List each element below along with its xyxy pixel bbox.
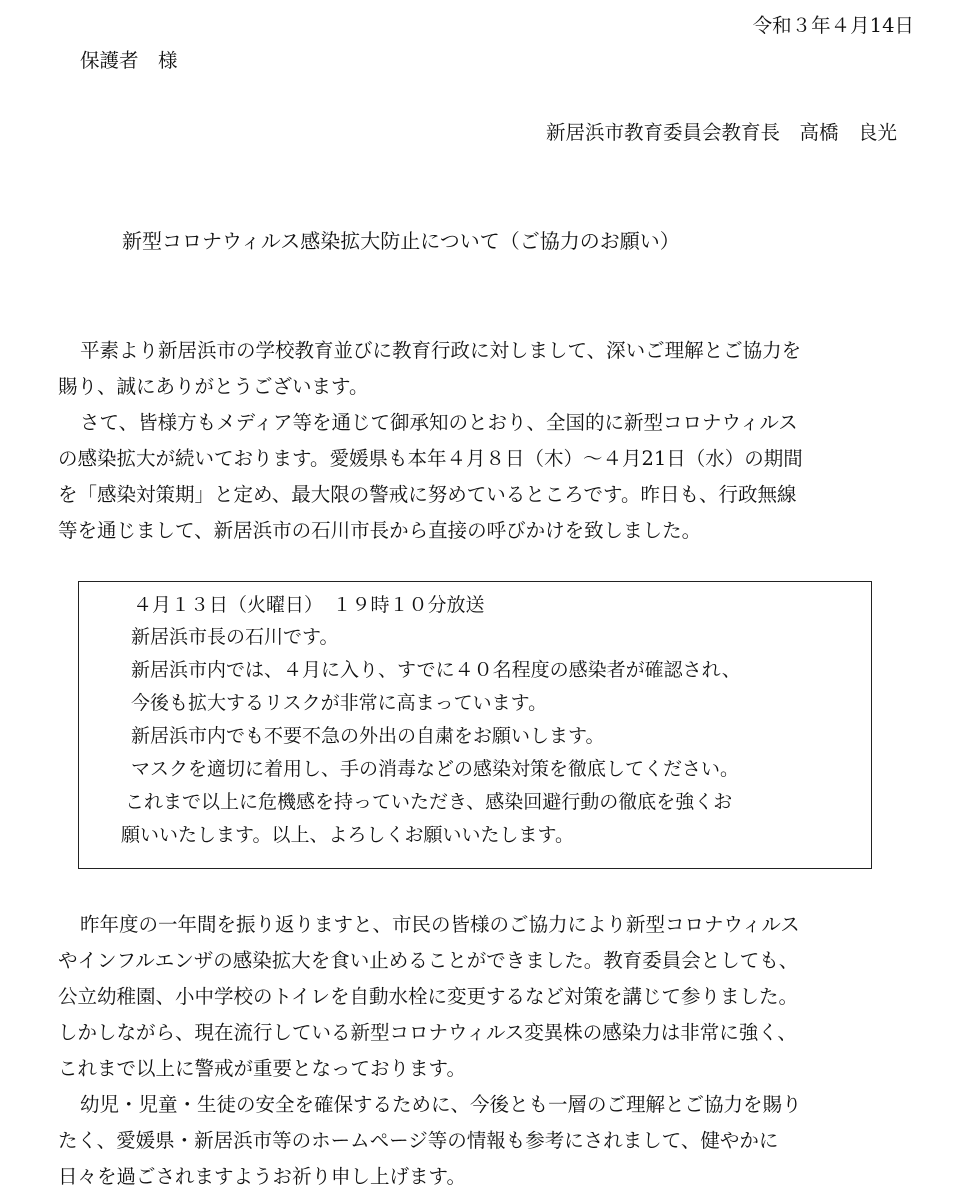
closing-line: 公立幼稚園、小中学校のトイレを自動水栓に変更するなど対策を講じて参りました。 — [58, 985, 799, 1008]
closing-line: やインフルエンザの感染拡大を食い止めることができました。教育委員会としても、 — [58, 949, 799, 972]
broadcast-line: 願いいたします。以上、よろしくお願いいたします。 — [121, 824, 574, 846]
document-title: 新型コロナウィルス感染拡大防止について（ご協力のお願い） — [122, 229, 680, 253]
broadcast-line: ４月１３日（火曜日） １９時１０分放送 — [133, 594, 485, 616]
broadcast-line: マスクを適切に着用し、手の消毒などの感染対策を徹底してください。 — [131, 758, 740, 780]
intro-line: 等を通じまして、新居浜市の石川市長から直接の呼びかけを致しました。 — [58, 519, 702, 542]
closing-line: たく、愛媛県・新居浜市等のホームページ等の情報も参考にされまして、健やかに — [58, 1129, 779, 1152]
broadcast-line: 新居浜市内では、４月に入り、すでに４０名程度の感染者が確認され、 — [131, 659, 741, 681]
broadcast-line: 新居浜市長の石川です。 — [131, 626, 339, 648]
closing-line: しかしながら、現在流行している新型コロナウィルス変異株の感染力は非常に強く、 — [58, 1021, 797, 1044]
intro-line: 平素より新居浜市の学校教育並びに教育行政に対しまして、深いご理解とご協力を — [80, 339, 802, 362]
recipient-line: 保護者 様 — [80, 49, 178, 72]
sender-line: 新居浜市教育委員会教育長 高橋 良光 — [545, 121, 897, 144]
broadcast-notice-box — [78, 581, 872, 869]
closing-line: 日々を過ごされますようお祈り申し上げます。 — [58, 1165, 466, 1188]
intro-line: の感染拡大が続いております。愛媛県も本年４月８日（木）～４月21日（水）の期間 — [58, 447, 803, 470]
intro-line: を「感染対策期」と定め、最大限の警戒に努めているところです。昨日も、行政無線 — [58, 483, 797, 506]
broadcast-line: 今後も拡大するリスクが非常に高まっています。 — [131, 692, 548, 714]
closing-line: 昨年度の一年間を振り返りますと、市民の皆様のご協力により新型コロナウィルス — [80, 913, 800, 936]
broadcast-line: これまで以上に危機感を持っていただき、感染回避行動の徹底を強くお — [125, 791, 733, 813]
document-date: 令和３年４月14日 — [752, 14, 914, 37]
closing-line: これまで以上に警戒が重要となっております。 — [58, 1057, 466, 1080]
broadcast-line: 新居浜市内でも不要不急の外出の自粛をお願いします。 — [131, 725, 605, 747]
intro-line: 賜り、誠にありがとうございます。 — [58, 375, 369, 398]
intro-line: さて、皆様方もメディア等を通じて御承知のとおり、全国的に新型コロナウィルス — [80, 411, 798, 434]
closing-line: 幼児・児童・生徒の安全を確保するために、今後とも一層のご理解とご協力を賜り — [80, 1093, 802, 1116]
